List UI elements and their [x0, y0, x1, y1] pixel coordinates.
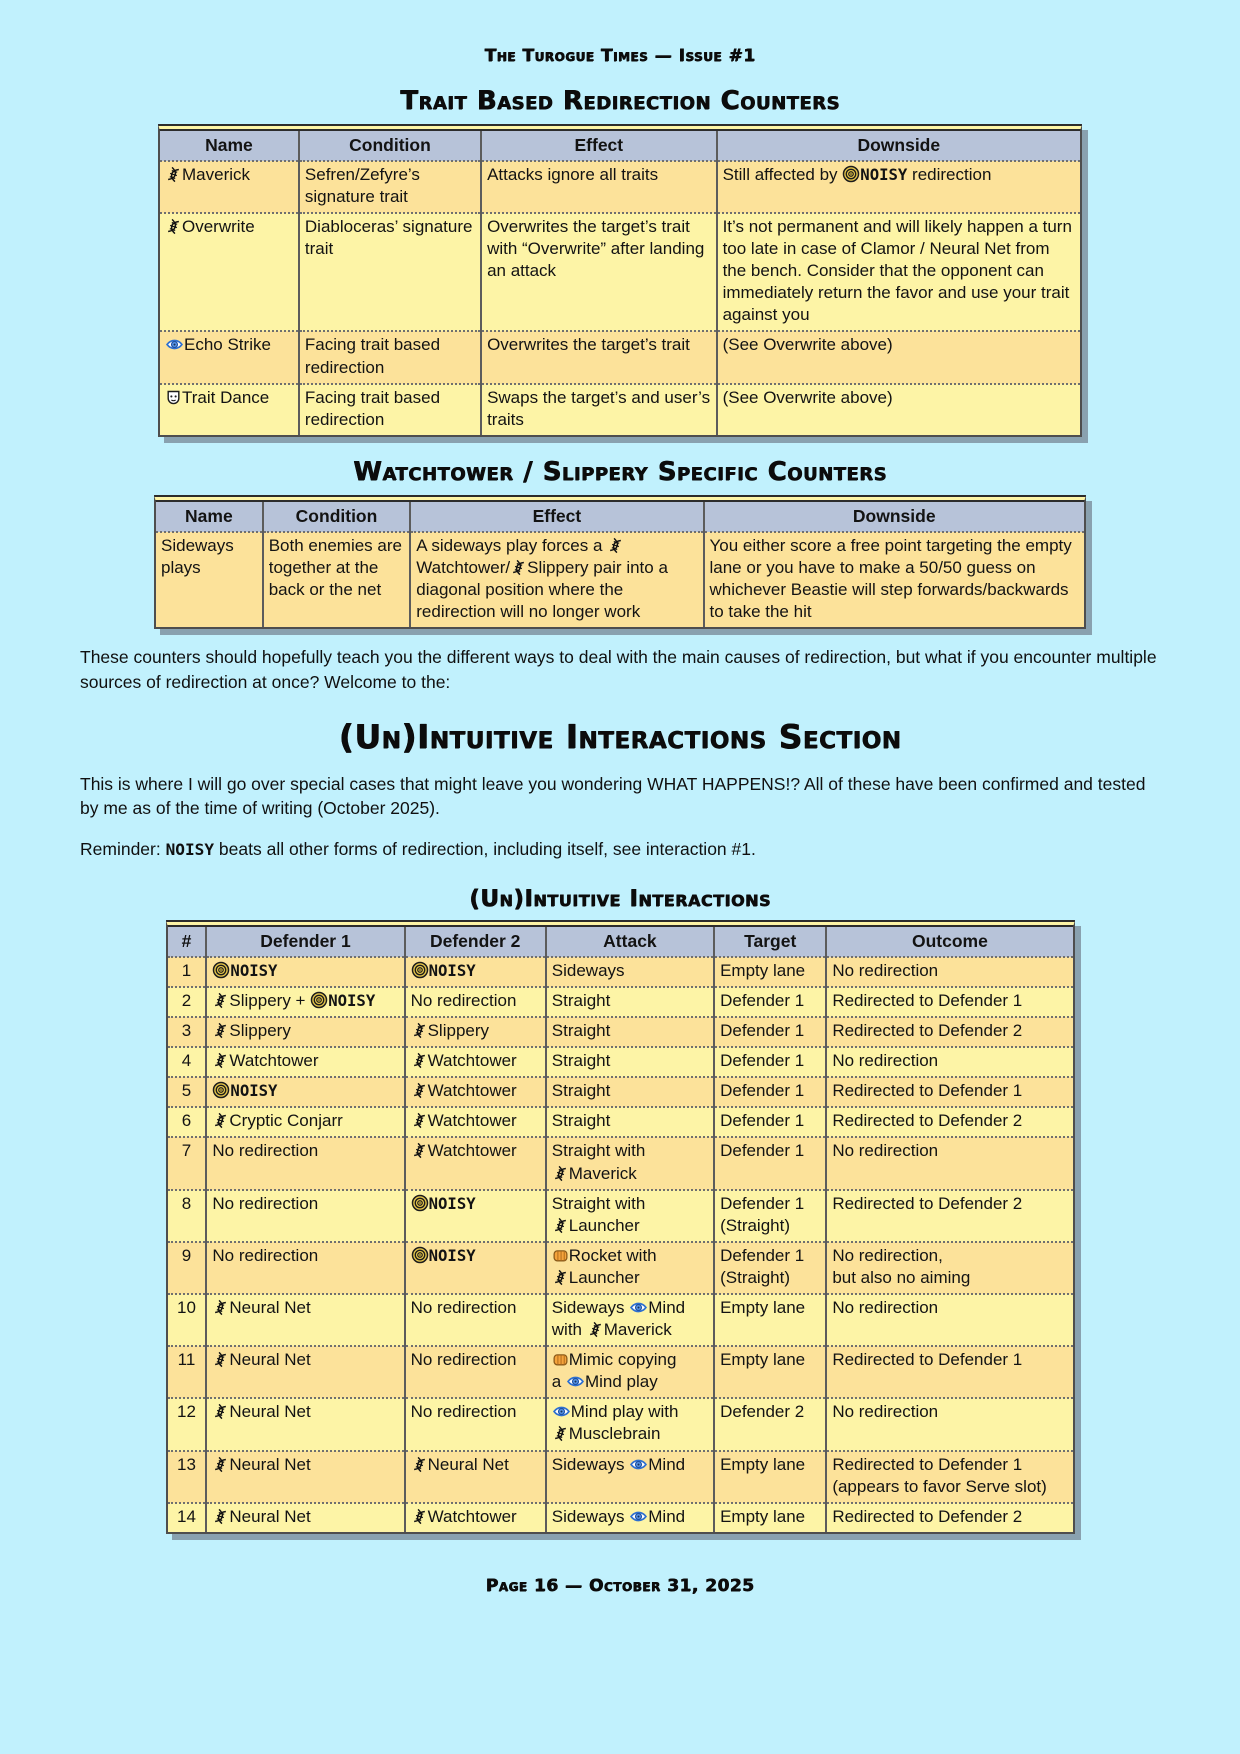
table-cell: Empty lane — [714, 1451, 826, 1503]
table-cell: Defender 1 — [714, 1017, 826, 1047]
table-cell: A sideways play forces a Watchtower/ Slippery pair into a diagonal position where the redirection will no longer work — [410, 532, 703, 627]
mind-eye-icon — [165, 334, 184, 356]
table-row — [160, 213, 1080, 331]
table-cell: No redirection — [405, 1398, 546, 1450]
table-cell: Redirected to Defender 1 — [826, 1077, 1072, 1107]
table-cell: Defender 1 — [714, 1047, 826, 1077]
noisy-redirection-icon — [411, 1193, 429, 1215]
table-cell: 10 — [176, 1298, 196, 1317]
noisy-label: NOISY — [428, 1193, 476, 1213]
table-cell: Defender 1 — [714, 1137, 826, 1189]
table-cell: Attacks ignore all traits — [481, 161, 717, 213]
dna-trait-icon — [607, 535, 624, 557]
noisy-label: NOISY — [165, 840, 215, 860]
table-cell: No redirection — [405, 1346, 546, 1398]
table-cell: Neural Net — [206, 1503, 404, 1532]
table-row — [168, 1451, 1073, 1503]
table-cell: Straight — [546, 1107, 714, 1137]
dna-trait-icon — [212, 1297, 229, 1319]
table-cell: Both enemies are together at the back or the net — [263, 532, 411, 627]
table-row — [168, 1047, 1073, 1077]
table-cell: Trait Dance — [160, 384, 299, 435]
table-cell: Straight — [546, 1077, 714, 1107]
watchtower-slippery-table — [154, 495, 1086, 629]
table-header-row — [156, 502, 1084, 532]
column-header-: # — [168, 927, 207, 957]
table-cell: 1 — [181, 960, 192, 980]
table-row — [168, 1346, 1073, 1398]
masthead-title: The Turogue Times — Issue #1 — [484, 46, 756, 66]
table-cell: No redirection — [826, 1398, 1072, 1450]
reminder-paragraph: Reminder: NOISY beats all other forms of redirection, including itself, see interaction #1. — [80, 839, 756, 860]
table-cell: (See Overwrite above) — [717, 331, 1080, 383]
column-header-target: Target — [714, 927, 826, 957]
dna-trait-icon — [411, 1454, 428, 1476]
table-header-row — [168, 927, 1073, 957]
noisy-label: NOISY — [328, 990, 376, 1010]
mind-eye-icon — [629, 1454, 648, 1476]
noisy-redirection-icon — [310, 990, 328, 1012]
table-cell: 14 — [176, 1506, 196, 1526]
power-move-icon — [552, 1349, 569, 1371]
table-cell: You either score a free point targeting the empty lane or you have to make a 50/50 guess on whichever Beastie will step forwards/backwards to take the hit — [704, 532, 1085, 627]
table-cell: Watchtower — [405, 1137, 546, 1189]
table-row — [168, 1137, 1073, 1189]
table-cell — [206, 1077, 404, 1107]
table-cell: Redirected to Defender 1 — [826, 1346, 1072, 1398]
table-cell: Empty lane — [714, 957, 826, 987]
table-cell: No redirection, but also no aiming — [826, 1242, 1072, 1294]
table-cell: Straight with Maverick — [546, 1137, 714, 1189]
dna-trait-icon — [165, 164, 182, 186]
table-cell: Neural Net — [206, 1346, 404, 1398]
noisy-label: NOISY — [428, 1245, 476, 1265]
table-cell: Facing trait based redirection — [299, 384, 481, 435]
table-cell: No redirection — [826, 1047, 1072, 1077]
section-title-trait-counters: Trait Based Redirection Counters — [400, 86, 840, 116]
table-cell: Facing trait based redirection — [299, 331, 481, 383]
table-cell — [405, 957, 546, 987]
dna-trait-icon — [411, 1140, 428, 1162]
table-cell: Mind play with Musclebrain — [546, 1398, 714, 1450]
column-header-defender-2: Defender 2 — [405, 927, 546, 957]
table-cell: Sideways Mind — [546, 1503, 714, 1532]
table-cell: Straight with Launcher — [546, 1190, 714, 1242]
table-row — [160, 331, 1080, 383]
table-cell: No redirection — [405, 987, 546, 1017]
table-cell — [206, 957, 404, 987]
table-cell: Empty lane — [714, 1503, 826, 1532]
section-title-watchtower-counters: Watchtower / Slippery Specific Counters — [353, 456, 887, 487]
table-row — [168, 957, 1073, 987]
table-cell: Diabloceras’ signature trait — [299, 213, 481, 331]
dna-trait-icon — [552, 1423, 569, 1445]
table-cell: 2 — [181, 990, 192, 1010]
mind-eye-icon — [629, 1297, 648, 1319]
table-cell: No redirection — [206, 1137, 404, 1189]
table-cell: Defender 1 — [714, 987, 826, 1017]
table-row — [168, 1017, 1073, 1047]
table-cell: 13 — [176, 1454, 196, 1474]
table-cell: Neural Net — [206, 1294, 404, 1346]
column-header-condition: Condition — [263, 502, 411, 532]
dna-trait-icon — [212, 1349, 229, 1371]
table-cell: 6 — [181, 1111, 192, 1131]
dna-trait-icon — [552, 1215, 569, 1237]
noisy-redirection-icon — [411, 960, 429, 982]
intro-paragraph: These counters should hopefully teach you the different ways to deal with the main causes of redirection, but what if you encounter multiple sources of redirection at once? Welcome to the: — [80, 646, 1157, 692]
column-header-downside: Downside — [704, 502, 1085, 532]
column-header-defender-1: Defender 1 — [206, 927, 404, 957]
table-cell: It’s not permanent and will likely happen a turn too late in case of Clamor / Neural Net from the bench. Consider that the opponent can immediately return the favor and use your trait against you — [717, 213, 1080, 331]
noisy-label: NOISY — [230, 1081, 278, 1101]
mind-eye-icon — [566, 1371, 585, 1393]
mind-eye-icon — [629, 1506, 648, 1528]
table-cell: No redirection — [826, 957, 1072, 987]
power-move-icon — [552, 1245, 569, 1267]
table-cell: Redirected to Defender 2 — [826, 1107, 1072, 1137]
table-cell: Swaps the target’s and user’s traits — [481, 384, 717, 435]
column-header-name: Name — [160, 131, 299, 161]
dna-trait-icon — [212, 1506, 229, 1528]
table-cell: 4 — [181, 1051, 192, 1071]
dna-trait-icon — [165, 216, 182, 238]
dna-trait-icon — [552, 1163, 569, 1185]
noisy-redirection-icon — [212, 960, 230, 982]
footer-text: Page 16 — October 31, 2025 — [485, 1575, 755, 1596]
column-header-outcome: Outcome — [826, 927, 1072, 957]
dna-trait-icon — [212, 1050, 229, 1072]
table-row — [156, 532, 1084, 627]
table-cell: Watchtower — [405, 1107, 546, 1137]
table-cell: Overwrites the target’s trait — [481, 331, 717, 383]
table-cell: Redirected to Defender 1 — [826, 987, 1072, 1017]
trait-counters-table — [158, 124, 1082, 437]
table-cell: Overwrite — [160, 213, 299, 331]
table-row — [168, 1190, 1073, 1242]
noisy-redirection-icon — [411, 1245, 429, 1267]
table-cell: Neural Net — [206, 1398, 404, 1450]
table-cell: Straight — [546, 1017, 714, 1047]
table-cell: Redirected to Defender 2 — [826, 1017, 1072, 1047]
noisy-label: NOISY — [428, 960, 476, 980]
dna-trait-icon — [411, 1050, 428, 1072]
table-cell: Watchtower — [405, 1503, 546, 1532]
section-title-unintuitive-interactions: (Un)Intuitive Interactions Section — [338, 716, 902, 756]
table-cell: Neural Net — [206, 1451, 404, 1503]
explanation-paragraph: This is where I will go over special cases that might leave you wondering WHAT HAPPENS!? All of these have been confirmed and tested by me as of the time of writing (October 2025). — [80, 773, 1146, 819]
table-cell: Defender 2 — [714, 1398, 826, 1450]
table-cell: Sideways Mind with Maverick — [546, 1294, 714, 1346]
table-cell: No redirection — [206, 1190, 404, 1242]
table-row — [168, 987, 1073, 1017]
dna-trait-icon — [212, 990, 229, 1012]
table-row — [160, 161, 1080, 213]
dna-trait-icon — [587, 1319, 604, 1341]
table-cell — [405, 1242, 546, 1294]
dna-trait-icon — [552, 1267, 569, 1289]
table-cell: Sideways — [546, 957, 714, 987]
table-cell: Rocket with Launcher — [546, 1242, 714, 1294]
table-row — [168, 1398, 1073, 1450]
table-cell: Sideways plays — [161, 535, 234, 577]
dna-trait-icon — [411, 1506, 428, 1528]
noisy-label: NOISY — [860, 164, 908, 184]
table-cell: Sideways Mind — [546, 1451, 714, 1503]
table-row — [160, 384, 1080, 435]
table-cell: Defender 1 (Straight) — [714, 1190, 826, 1242]
table-cell: Still affected by NOISY redirection — [717, 161, 1080, 213]
table-row — [168, 1242, 1073, 1294]
table-cell: 7 — [181, 1141, 192, 1161]
table-cell: Slippery + NOISY — [206, 987, 404, 1017]
column-header-attack: Attack — [546, 927, 714, 957]
column-header-effect: Effect — [481, 131, 717, 161]
dna-trait-icon — [212, 1401, 229, 1423]
table-cell: 3 — [181, 1021, 192, 1041]
column-header-condition: Condition — [299, 131, 481, 161]
table-cell: Watchtower — [206, 1047, 404, 1077]
table-cell: No redirection — [405, 1294, 546, 1346]
table-cell: Redirected to Defender 2 — [826, 1190, 1072, 1242]
dna-trait-icon — [411, 1110, 428, 1132]
table-cell: Redirected to Defender 2 — [826, 1503, 1072, 1532]
table-cell: Overwrites the target’s trait with “Overwrite” after landing an attack — [481, 213, 717, 331]
table-cell: Defender 1 — [714, 1077, 826, 1107]
table-cell: (See Overwrite above) — [717, 384, 1080, 435]
table-cell: Slippery — [405, 1017, 546, 1047]
table-cell: Defender 1 — [714, 1107, 826, 1137]
table-cell: Empty lane — [714, 1346, 826, 1398]
unintuitive-interactions-table — [166, 920, 1075, 1534]
table-cell: Defender 1 (Straight) — [714, 1242, 826, 1294]
table-cell — [405, 1190, 546, 1242]
column-header-effect: Effect — [410, 502, 703, 532]
dna-trait-icon — [411, 1080, 428, 1102]
dna-trait-icon — [510, 557, 527, 579]
table-cell: Maverick — [160, 161, 299, 213]
trait-dance-icon — [165, 387, 182, 409]
table-cell: Empty lane — [714, 1294, 826, 1346]
table-row — [168, 1077, 1073, 1107]
table-row — [168, 1107, 1073, 1137]
column-header-downside: Downside — [717, 131, 1080, 161]
table-cell: No redirection — [206, 1242, 404, 1294]
table-cell: Sefren/Zefyre’s signature trait — [299, 161, 481, 213]
table-cell: Neural Net — [405, 1451, 546, 1503]
table-cell: No redirection — [826, 1137, 1072, 1189]
table-cell: Watchtower — [405, 1047, 546, 1077]
table-cell: Cryptic Conjarr — [206, 1107, 404, 1137]
table-row — [168, 1294, 1073, 1346]
table-cell: Redirected to Defender 1 (appears to favor Serve slot) — [826, 1451, 1072, 1503]
mind-eye-icon — [552, 1401, 571, 1423]
dna-trait-icon — [212, 1020, 229, 1042]
table-header-row — [160, 131, 1080, 161]
table-cell: 9 — [181, 1245, 192, 1265]
noisy-redirection-icon — [212, 1080, 230, 1102]
dna-trait-icon — [411, 1020, 428, 1042]
table-cell: Echo Strike — [160, 331, 299, 383]
noisy-label: NOISY — [230, 960, 278, 980]
table-cell: Straight — [546, 1047, 714, 1077]
table-cell: Straight — [546, 987, 714, 1017]
table-cell: Mimic copying a Mind play — [546, 1346, 714, 1398]
column-header-name: Name — [156, 502, 263, 532]
table-cell: 12 — [176, 1402, 196, 1422]
table-cell: 11 — [177, 1350, 196, 1370]
table-cell: 8 — [181, 1193, 192, 1213]
table-cell: No redirection — [826, 1294, 1072, 1346]
table-row — [168, 1503, 1073, 1532]
table-cell: Watchtower — [405, 1077, 546, 1107]
table-cell: Slippery — [206, 1017, 404, 1047]
noisy-redirection-icon — [842, 164, 860, 186]
dna-trait-icon — [212, 1454, 229, 1476]
dna-trait-icon — [212, 1110, 229, 1132]
table-cell: 5 — [181, 1081, 192, 1101]
table-title-unintuitive-interactions: (Un)Intuitive Interactions — [469, 886, 771, 913]
